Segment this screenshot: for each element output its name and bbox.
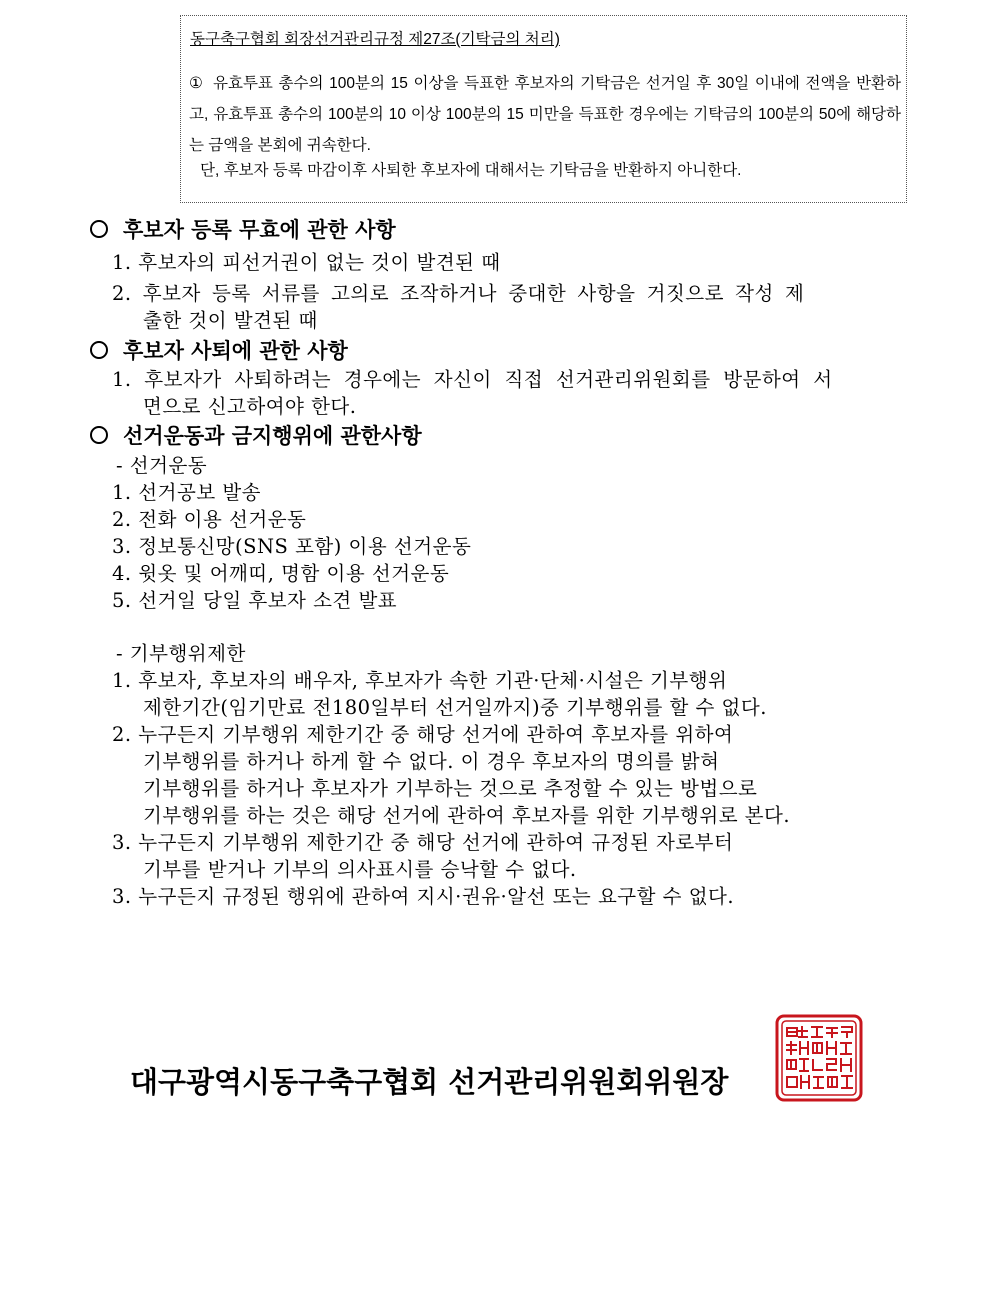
regulation-title: 동구축구협회 회장선거관리규정 제27조(기탁금의 처리) <box>190 31 560 48</box>
item-number: ① <box>189 75 203 92</box>
text-line: 5. 선거일 당일 후보자 소견 발표 <box>112 589 398 612</box>
circle-bullet-icon <box>90 220 108 238</box>
text-line: 3. 누구든지 기부행위 제한기간 중 해당 선거에 관하여 규정된 자로부터 <box>112 831 734 854</box>
regulation-box <box>180 15 907 203</box>
text-line: 제한기간(임기만료 전180일부터 선거일까지)중 기부행위를 할 수 없다. <box>143 696 767 719</box>
text-line: 4. 윗옷 및 어깨띠, 명함 이용 선거운동 <box>112 562 450 585</box>
text-line: 면으로 신고하여야 한다. <box>143 395 357 418</box>
text-line: 1. 후보자가 사퇴하려는 경우에는 자신이 직접 선거관리위원회를 방문하여 서 <box>112 368 833 391</box>
item-text: 유효투표 총수의 100분의 15 이상을 득표한 후보자의 기탁금은 선거일 후 30일 이내에 전액을 반환하고, 유효투표 총수의 100분의 10 이상 100분의 15 미만을 득표한 경우에는 기탁금의 100분의 50에 해당하는 금액을 본회에 귀속한다. <box>189 75 901 154</box>
text-line: 2. 누구든지 기부행위 제한기간 중 해당 선거에 관하여 후보자를 위하여 <box>112 723 734 746</box>
text-line: 1. 후보자의 피선거권이 없는 것이 발견된 때 <box>112 251 501 274</box>
circle-bullet-icon <box>90 341 108 359</box>
text-line: 1. 후보자, 후보자의 배우자, 후보자가 속한 기관·단체·시설은 기부행위 <box>112 669 728 692</box>
text-line: 2. 후보자 등록 서류를 고의로 조작하거나 중대한 사항을 거짓으로 작성 제 <box>112 282 805 305</box>
text-line: 기부를 받거나 기부의 의사표시를 승낙할 수 없다. <box>143 858 577 881</box>
regulation-item <box>189 68 901 161</box>
regulation-note: 단, 후보자 등록 마감이후 사퇴한 후보자에 대해서는 기탁금을 반환하지 아니한다. <box>200 162 742 179</box>
section-heading-resignation: 후보자 사퇴에 관한 사항 <box>90 335 348 365</box>
text-line: 3. 누구든지 규정된 행위에 관하여 지시·권유·알선 또는 요구할 수 없다. <box>112 885 735 908</box>
signature-title: 대구광역시동구축구협회 선거관리위원회위원장 <box>130 1065 729 1099</box>
text-line: - 기부행위제한 <box>116 642 246 665</box>
section-heading-campaign: 선거운동과 금지행위에 관한사항 <box>90 420 422 450</box>
text-line: 2. 전화 이용 선거운동 <box>112 508 307 531</box>
text-line: 기부행위를 하는 것은 해당 선거에 관하여 후보자를 위한 기부행위로 본다. <box>143 804 791 827</box>
text-line: 출한 것이 발견된 때 <box>143 309 318 332</box>
circle-bullet-icon <box>90 426 108 444</box>
text-line: - 선거운동 <box>116 454 208 477</box>
text-line: 3. 정보통신망(SNS 포함) 이용 선거운동 <box>112 535 472 558</box>
text-line: 기부행위를 하거나 후보자가 기부하는 것으로 추정할 수 있는 방법으로 <box>143 777 758 800</box>
text-line: 1. 선거공보 발송 <box>112 481 262 504</box>
section-heading-registration-invalid: 후보자 등록 무효에 관한 사항 <box>90 214 396 244</box>
official-seal-icon <box>775 1014 863 1102</box>
text-line: 기부행위를 하거나 하게 할 수 없다. 이 경우 후보자의 명의를 밝혀 <box>143 750 720 773</box>
